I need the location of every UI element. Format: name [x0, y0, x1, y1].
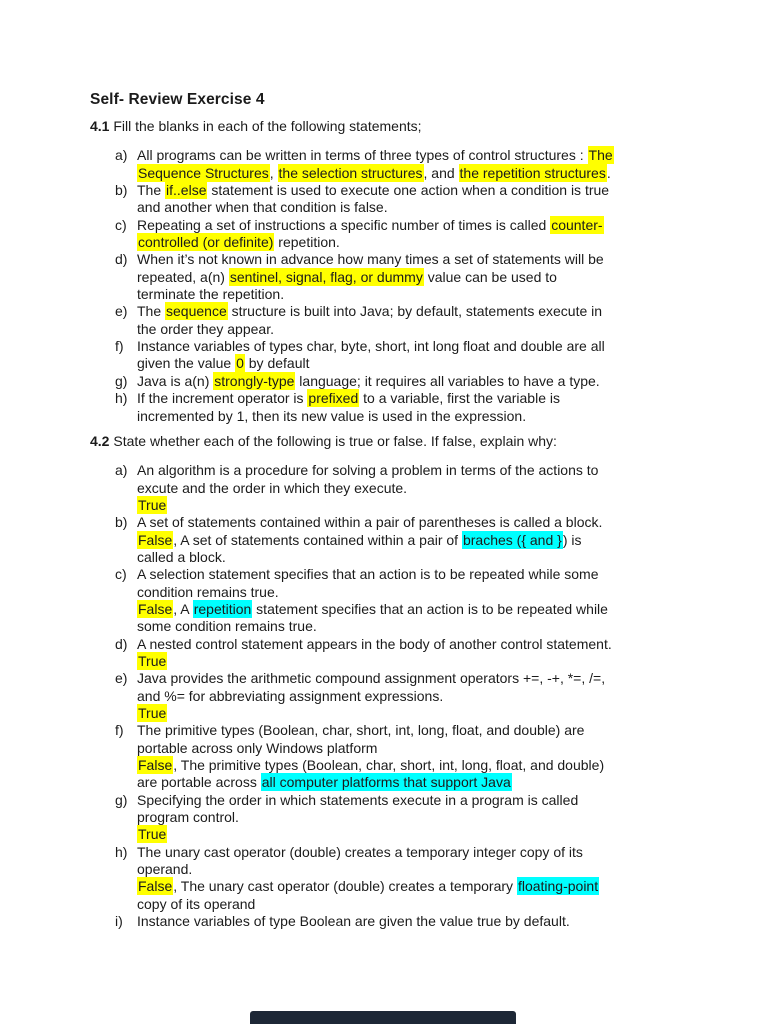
yellow-highlight: True [138, 705, 167, 721]
item-text [137, 913, 708, 930]
text-line [137, 480, 708, 497]
item-label: d) [115, 251, 128, 268]
text-segment: ) is [562, 531, 582, 548]
text-segment: Java is a(n) [137, 372, 214, 389]
list-item [90, 913, 708, 930]
list-item [90, 373, 708, 390]
item-text [137, 182, 708, 217]
item-text [137, 670, 708, 722]
list-item [90, 338, 708, 373]
item-label: c) [115, 566, 127, 583]
item-label: d) [115, 635, 128, 652]
text-line [137, 390, 708, 407]
yellow-highlight: True [138, 652, 167, 669]
text-line [137, 913, 708, 930]
text-line [137, 514, 708, 531]
item-label: b) [115, 514, 128, 531]
text-line [137, 408, 708, 425]
text-segment: portable across only Windows platform [137, 739, 378, 756]
question-heading [90, 118, 708, 135]
yellow-highlight: Sequence Structures [138, 164, 269, 181]
item-label: h) [115, 843, 128, 860]
item-text [137, 303, 708, 338]
text-segment: A set of statements contained within a pair of parentheses is called a block. [137, 514, 603, 531]
text-segment: If the increment operator is [137, 390, 308, 407]
text-line [137, 338, 708, 355]
text-segment: called a block. [137, 548, 226, 565]
item-label: g) [115, 372, 128, 389]
text-segment: , and [423, 164, 459, 181]
yellow-highlight: False [138, 600, 173, 617]
text-segment: Java provides the arithmetic compound assignment operators +=, -+, *=, /=, [137, 670, 606, 687]
yellow-highlight: counter- [551, 216, 603, 233]
list-item [90, 251, 708, 303]
text-segment: program control. [137, 809, 239, 826]
text-line [137, 740, 708, 757]
text-segment: are portable across [137, 774, 261, 791]
text-line [137, 809, 708, 826]
text-line [137, 355, 708, 372]
text-segment: and another when that condition is false. [137, 199, 388, 216]
yellow-highlight: the selection structures [278, 164, 423, 181]
yellow-highlight: False [138, 531, 173, 548]
item-text [137, 792, 708, 844]
text-line [137, 286, 708, 303]
text-segment: , The unary cast operator (double) creates a temporary [173, 878, 517, 895]
bottom-bar [250, 1011, 516, 1024]
question-items [90, 462, 708, 930]
text-line [137, 584, 708, 601]
text-segment: , The primitive types (Boolean, char, short, int, long, float, and double) [173, 757, 605, 774]
item-text [137, 251, 708, 303]
item-text [137, 844, 708, 913]
text-line [137, 653, 708, 670]
text-segment: statement is used to execute one action when a condition is true [207, 182, 610, 199]
text-line [137, 303, 708, 320]
list-item [90, 514, 708, 566]
text-line [137, 670, 708, 687]
text-line [137, 792, 708, 809]
text-segment: condition remains true. [137, 583, 279, 600]
yellow-highlight: 0 [236, 355, 244, 372]
cyan-highlight: floating-point [517, 878, 599, 895]
text-segment: , A [173, 600, 193, 617]
item-text [137, 373, 708, 390]
text-line [137, 688, 708, 705]
text-line [137, 636, 708, 653]
text-line [137, 861, 708, 878]
item-label: f) [115, 338, 124, 355]
text-line [137, 182, 708, 199]
text-segment: excute and the order in which they execute. [137, 479, 408, 496]
document-content [90, 91, 708, 938]
list-item [90, 147, 708, 182]
list-item [90, 722, 708, 791]
yellow-highlight: the repetition structures [459, 164, 606, 181]
text-segment: structure is built into Java; by default, statements execute in [227, 303, 603, 320]
item-text [137, 147, 708, 182]
list-item [90, 182, 708, 217]
yellow-highlight: sentinel, signal, flag, or dummy [229, 268, 423, 285]
list-item [90, 670, 708, 722]
text-line [137, 217, 708, 234]
text-line [137, 497, 708, 514]
text-line [137, 618, 708, 635]
text-line [137, 251, 708, 268]
text-segment: The [137, 303, 166, 320]
item-label: g) [115, 791, 128, 808]
text-line [137, 566, 708, 583]
text-line [137, 774, 708, 791]
list-item [90, 636, 708, 671]
text-segment: The primitive types (Boolean, char, short, int, long, float, and double) are [137, 722, 585, 739]
question-items [90, 147, 708, 425]
item-label: h) [115, 390, 128, 407]
text-line [137, 462, 708, 479]
text-segment: repeated, a(n) [137, 268, 229, 285]
list-item [90, 566, 708, 635]
text-segment: terminate the repetition. [137, 286, 285, 303]
list-item [90, 390, 708, 425]
item-label: a) [115, 462, 128, 479]
question-text: State whether each of the following is true or false. If false, explain why: [109, 432, 557, 449]
document-title: Self- Review Exercise 4 [90, 91, 265, 108]
item-text [137, 722, 708, 791]
text-segment: , A set of statements contained within a pair of [173, 531, 462, 548]
yellow-highlight: The [588, 147, 613, 164]
item-text [137, 636, 708, 671]
text-line [137, 199, 708, 216]
text-segment: value can be used to [423, 268, 557, 285]
text-line [137, 165, 708, 182]
text-segment: Instance variables of types char, byte, short, int long float and double are all [137, 338, 605, 355]
list-item [90, 303, 708, 338]
list-item [90, 462, 708, 514]
text-line [137, 896, 708, 913]
text-line [137, 757, 708, 774]
cyan-highlight: all computer platforms that support Java [261, 774, 511, 791]
question-number: 4.1 [90, 118, 110, 134]
text-segment: A nested control statement appears in the body of another control statement. [137, 635, 612, 652]
text-line [137, 321, 708, 338]
item-text [137, 566, 708, 635]
text-segment: statement specifies that an action is to be repeated while [252, 600, 608, 617]
text-segment: Repeating a set of instructions a specific number of times is called [137, 216, 551, 233]
item-text [137, 514, 708, 566]
text-segment: A selection statement specifies that an action is to be repeated while some [137, 566, 599, 583]
text-segment: All programs can be written in terms of three types of control structures : [137, 147, 588, 164]
text-line [137, 601, 708, 618]
text-segment: When it’s not known in advance how many times a set of statements will be [137, 251, 604, 268]
text-segment: language; it requires all variables to have a type. [295, 372, 600, 389]
item-label: b) [115, 182, 128, 199]
yellow-highlight: False [138, 757, 173, 774]
item-text [137, 338, 708, 373]
text-segment: copy of its operand [137, 895, 256, 912]
item-label: e) [115, 670, 128, 687]
list-item [90, 792, 708, 844]
yellow-highlight: True [138, 496, 167, 513]
question-heading [90, 433, 708, 450]
item-text [137, 390, 708, 425]
text-segment: The unary cast operator (double) creates a temporary integer copy of its [137, 843, 583, 860]
text-segment: the order they appear. [137, 320, 274, 337]
text-segment: given the value [137, 355, 236, 372]
yellow-highlight: strongly-type [214, 372, 295, 389]
text-line [137, 878, 708, 895]
text-line [137, 147, 708, 164]
yellow-highlight: prefixed [308, 390, 359, 407]
text-segment: operand. [137, 861, 193, 878]
cyan-highlight: repetition [193, 600, 252, 617]
cyan-highlight: braches ({ and } [462, 531, 562, 548]
text-segment: some condition remains true. [137, 618, 317, 635]
yellow-highlight: False [138, 878, 173, 895]
item-label: c) [115, 216, 127, 233]
list-item [90, 217, 708, 252]
text-segment: An algorithm is a procedure for solving a problem in terms of the actions to [137, 462, 599, 479]
text-segment: and %= for abbreviating assignment expressions. [137, 687, 444, 704]
yellow-highlight: sequence [166, 303, 227, 320]
list-item [90, 844, 708, 913]
text-line [137, 532, 708, 549]
text-line [137, 373, 708, 390]
item-label: e) [115, 303, 128, 320]
item-label: a) [115, 147, 128, 164]
question-text: Fill the blanks in each of the following statements; [109, 118, 422, 134]
item-label: i) [115, 913, 123, 930]
yellow-highlight: if..else [166, 182, 207, 199]
text-line [137, 269, 708, 286]
text-segment: The [137, 182, 166, 199]
text-segment: . [606, 164, 611, 181]
text-segment: Instance variables of type Boolean are given the value true by default. [137, 913, 570, 930]
yellow-highlight: True [138, 826, 167, 843]
text-segment: by default [244, 355, 310, 372]
question-number: 4.2 [90, 432, 110, 449]
item-text [137, 462, 708, 514]
text-segment: incremented by 1, then its new value is used in the expression. [137, 407, 527, 424]
text-segment: to a variable, first the variable is [359, 390, 560, 407]
yellow-highlight: controlled (or definite) [138, 234, 274, 251]
text-segment: Specifying the order in which statements execute in a program is called [137, 791, 579, 808]
text-line [137, 826, 708, 843]
text-segment: , [269, 164, 278, 181]
text-line [137, 722, 708, 739]
item-text [137, 217, 708, 252]
text-line [137, 705, 708, 722]
sections-container [90, 118, 708, 930]
item-label: f) [115, 722, 124, 739]
text-line [137, 549, 708, 566]
text-line [137, 234, 708, 251]
text-segment: repetition. [274, 234, 340, 251]
text-line [137, 844, 708, 861]
